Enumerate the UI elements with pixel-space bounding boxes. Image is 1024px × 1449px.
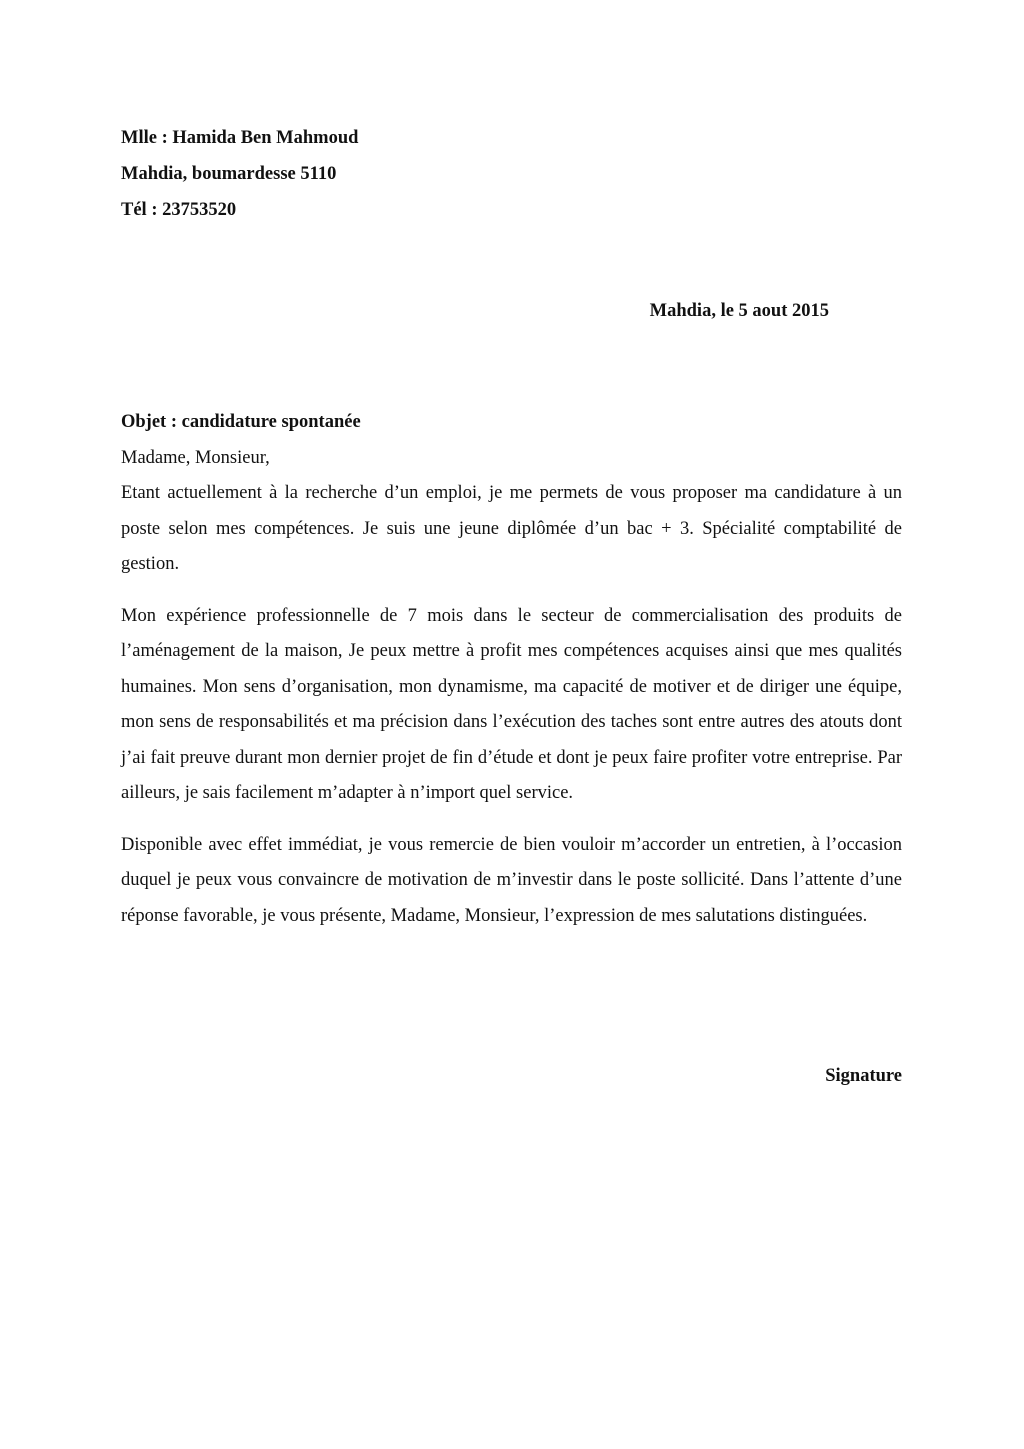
letter-date: Mahdia, le 5 aout 2015 bbox=[649, 301, 829, 321]
letter-salutation: Madame, Monsieur, bbox=[121, 447, 270, 468]
sender-address: Mahdia, boumardesse 5110 bbox=[121, 164, 337, 184]
sender-phone: Tél : 23753520 bbox=[121, 200, 237, 220]
letter-body bbox=[121, 405, 902, 934]
paragraph-intro: Etant actuellement à la recherche d’un emploi, je me permets de vous proposer ma candidature à un poste selon mes compétences. Je suis une jeune diplômée d’un bac + 3. Spécialité comptabilité de gestion. bbox=[121, 483, 902, 574]
letter-subject: Objet : candidature spontanée bbox=[121, 412, 361, 432]
sender-name: Mlle : Hamida Ben Mahmoud bbox=[121, 128, 359, 148]
paragraph-closing: Disponible avec effet immédiat, je vous remercie de bien vouloir m’accorder un entretien, à l’occasion duquel je peux vous convaincre de motivation de m’investir dans le poste sollicité. Dans l’attente d’une réponse favorable, je vous présente, Madame, Monsieur, l’expression de mes salutations distinguées. bbox=[121, 834, 902, 926]
signature: Signature bbox=[825, 1066, 902, 1086]
paragraph-experience: Mon expérience professionnelle de 7 mois dans le secteur de commercialisation des produits de l’aménagement de la maison, Je peux mettre à profit mes compétences acquises ainsi que mes qualités humaines. Mon sens d’organisation, mon dynamisme, ma capacité de motiver et de diriger une équipe, mon sens de responsabilités et ma précision dans l’exécution des taches sont entre autres des atouts dont j’ai fait preuve durant mon dernier projet de fin d’étude et dont je peux faire profiter votre entreprise. Par ailleurs, je sais facilement m’adapter à n’import quel service. bbox=[121, 605, 902, 803]
sender-block bbox=[121, 120, 358, 228]
